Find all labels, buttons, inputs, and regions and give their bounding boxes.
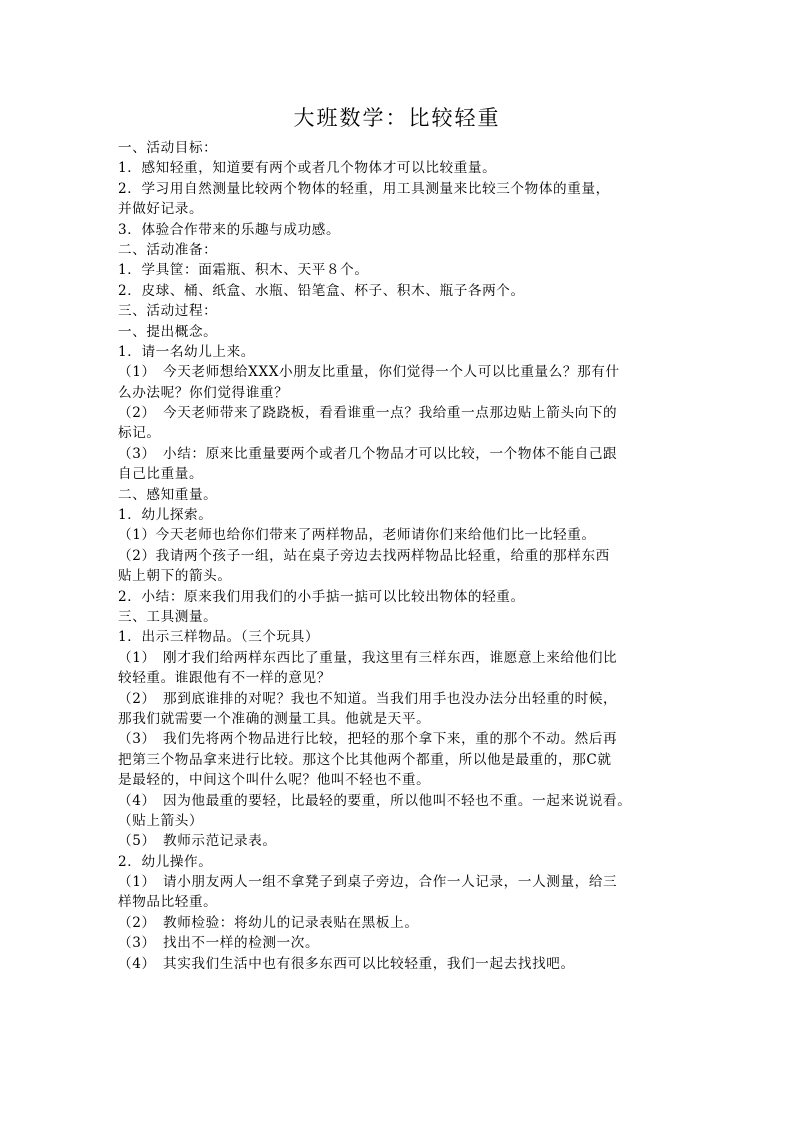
- text-line: （5） 教师示范记录表。: [118, 833, 277, 850]
- document-body: [118, 138, 678, 974]
- text-line: 2．幼儿操作。: [118, 853, 213, 870]
- text-line: 1．学具筐：面霜瓶、积木、天平８个。: [118, 262, 369, 279]
- text-line: 那我们就需要一个准确的测量工具。他就是天平。: [118, 710, 431, 727]
- text-line: （4） 其实我们生活中也有很多东西可以比较轻重，我们一起去找找吧。: [118, 955, 575, 972]
- text-line: 较轻重。谁跟他有不一样的意见？: [118, 670, 331, 687]
- text-line: 自己比重量。: [118, 466, 204, 483]
- text-line: （3） 找出不一样的检测一次。: [118, 935, 320, 952]
- text-line: 贴上朝下的箭头。: [118, 568, 232, 585]
- text-line: （2） 教师检验：将幼儿的记录表贴在黑板上。: [118, 914, 419, 931]
- text-line: 是最轻的，中间这个叫什么呢？他叫不轻也不重。: [118, 772, 431, 789]
- text-line: 三、活动过程：: [118, 303, 218, 320]
- text-line: 2．皮球、桶、纸盒、水瓶、铅笔盒、杯子、积木、瓶子各两个。: [118, 282, 525, 299]
- text-line: （2） 今天老师带来了跷跷板，看看谁重一点？我给重一点那边贴上箭头向下的: [118, 405, 618, 422]
- text-line: 么办法呢？你们觉得谁重？: [118, 384, 289, 401]
- text-line: 1．请一名幼儿上来。: [118, 343, 255, 360]
- text-line: （2） 那到底谁排的对呢？我也不知道。当我们用手也没办法分出轻重的时候，: [118, 690, 618, 707]
- text-line: 把第三个物品拿来进行比较。那这个比其他两个都重，所以他是最重的，那C就: [118, 751, 612, 768]
- text-line: 一、活动目标：: [118, 140, 218, 156]
- text-line: （1） 今天老师想给XXX小朋友比重量，你们觉得一个人可以比重量么？那有什: [118, 364, 620, 381]
- document-title: 大班数学：比较轻重: [293, 106, 501, 130]
- text-line: 并做好记录。: [118, 201, 204, 218]
- text-line: （1） 请小朋友两人一组不拿凳子到桌子旁边，合作一人记录，一人测量，给三: [118, 874, 618, 891]
- text-line: 1．幼儿探索。: [118, 507, 213, 524]
- text-line: 1．感知轻重，知道要有两个或者几个物体才可以比较重量。: [118, 160, 497, 177]
- text-line: 2．小结：原来我们用我们的小手掂一掂可以比较出物体的轻重。: [118, 588, 525, 605]
- text-line: （1）今天老师也给你们带来了两样物品，老师请你们来给他们比一比轻重。: [118, 527, 596, 544]
- text-line: （4） 因为他最重的要轻，比最轻的要重，所以他叫不轻也不重。一起来说说看。: [118, 792, 632, 809]
- text-line: （1） 刚才我们给两样东西比了重量，我这里有三样东西，谁愿意上来给他们比: [118, 649, 618, 666]
- text-line: 二、感知重量。: [118, 486, 218, 503]
- text-line: 1．出示三样物品。（三个玩具）: [118, 629, 320, 646]
- text-line: （2）我请两个孩子一组，站在桌子旁边去找两样物品比轻重，给重的那样东西: [118, 547, 610, 564]
- text-line: 2．学习用自然测量比较两个物体的轻重，用工具测量来比较三个物体的重量，: [118, 180, 610, 197]
- text-line: 二、活动准备：: [118, 241, 218, 258]
- text-line: 样物品比轻重。: [118, 894, 218, 911]
- text-line: 一、提出概念。: [118, 323, 218, 340]
- text-line: （3） 小结：原来比重量要两个或者几个物品才可以比较，一个物体不能自己跟: [118, 445, 618, 462]
- text-line: 标记。: [118, 425, 161, 442]
- text-line: （3） 我们先将两个物品进行比较，把轻的那个拿下来，重的那个不动。然后再: [118, 731, 618, 748]
- text-line: 三、工具测量。: [118, 608, 218, 625]
- text-line: （贴上箭头）: [118, 812, 204, 829]
- text-line: 3．体验合作带来的乐趣与成功感。: [118, 221, 341, 238]
